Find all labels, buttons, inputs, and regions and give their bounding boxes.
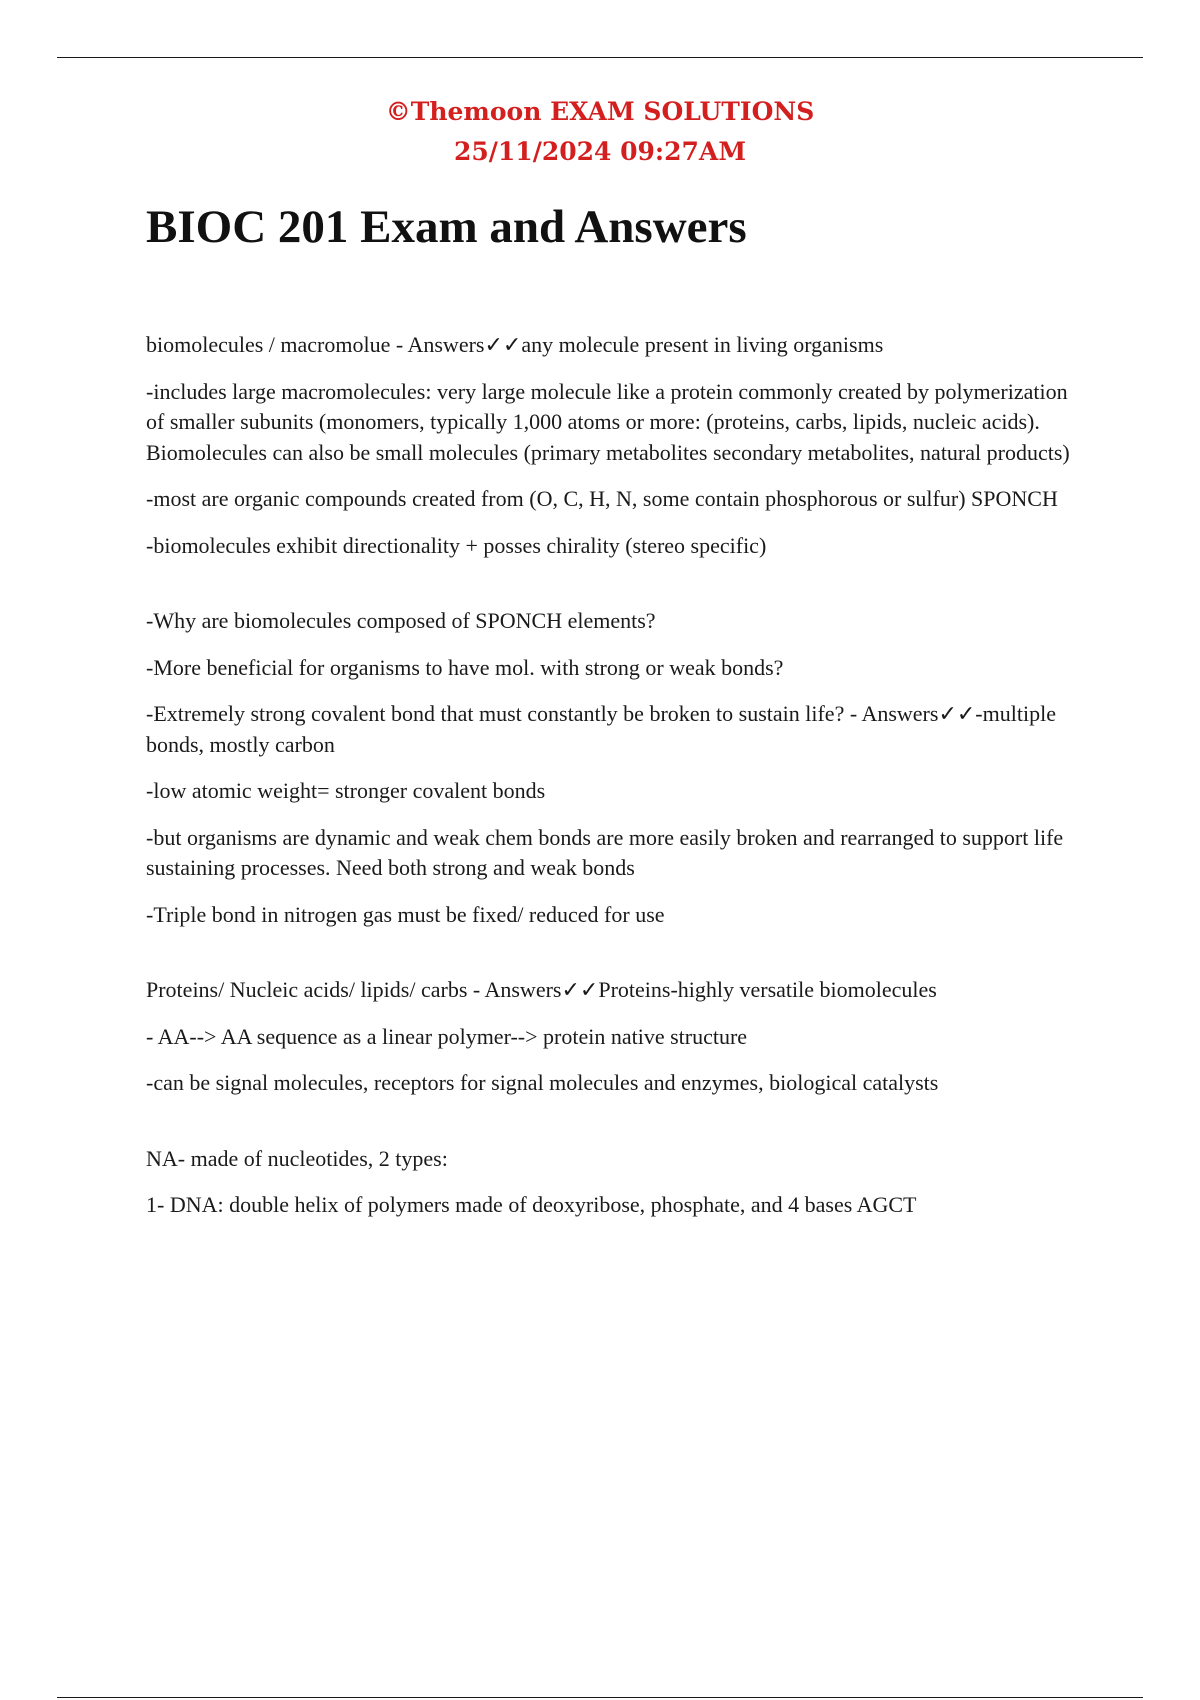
paragraph: -Triple bond in nitrogen gas must be fixed/ reduced for use	[146, 901, 665, 927]
paragraph: -biomolecules exhibit directionality + posses chirality (stereo specific)	[146, 532, 767, 558]
watermark-stamp	[0, 92, 1200, 172]
paragraph: -More beneficial for organisms to have mol. with strong or weak bonds?	[146, 654, 784, 680]
paragraph: -includes large macromolecules: very large molecule like a protein commonly created by polymerization of smaller subunits (monomers, typically 1,000 atoms or more: (proteins, carbs, lipids, nucleic acids). Biomolecules can also be small molecules (primary metabolites secondary metabolites, natural products)	[146, 378, 1070, 465]
paragraph: biomolecules / macromolue - Answers✓✓any molecule present in living organisms	[146, 332, 884, 357]
paragraph: 1- DNA: double helix of polymers made of deoxyribose, phosphate, and 4 bases AGCT	[146, 1192, 917, 1217]
paragraph: -Why are biomolecules composed of SPONCH elements?	[146, 608, 656, 633]
paragraph: NA- made of nucleotides, 2 types:	[146, 1145, 448, 1171]
document-body	[146, 330, 1086, 1237]
watermark-line-1: ©Themoon EXAM SOLUTIONS	[385, 97, 815, 126]
paragraph: -can be signal molecules, receptors for signal molecules and enzymes, biological catalysts	[146, 1070, 939, 1095]
bottom-rule	[57, 1697, 1143, 1698]
paragraph: -low atomic weight= stronger covalent bonds	[146, 778, 546, 803]
paragraph: -Extremely strong covalent bond that must constantly be broken to sustain life? - Answers✓✓-multiple bonds, mostly carbon	[146, 701, 1056, 757]
paragraph: Proteins/ Nucleic acids/ lipids/ carbs - Answers✓✓Proteins-highly versatile biomolecules	[146, 977, 937, 1002]
paragraph: -most are organic compounds created from (O, C, H, N, some contain phosphorous or sulfur) SPONCH	[146, 486, 1058, 511]
paragraph: -but organisms are dynamic and weak chem bonds are more easily broken and rearranged to support life sustaining processes. Need both strong and weak bonds	[146, 824, 1064, 880]
top-rule	[57, 57, 1143, 58]
paragraph: - AA--> AA sequence as a linear polymer--> protein native structure	[146, 1023, 748, 1049]
watermark-line-2: 25/11/2024 09:27AM	[453, 137, 746, 166]
document-title: BIOC 201 Exam and Answers	[146, 201, 747, 253]
